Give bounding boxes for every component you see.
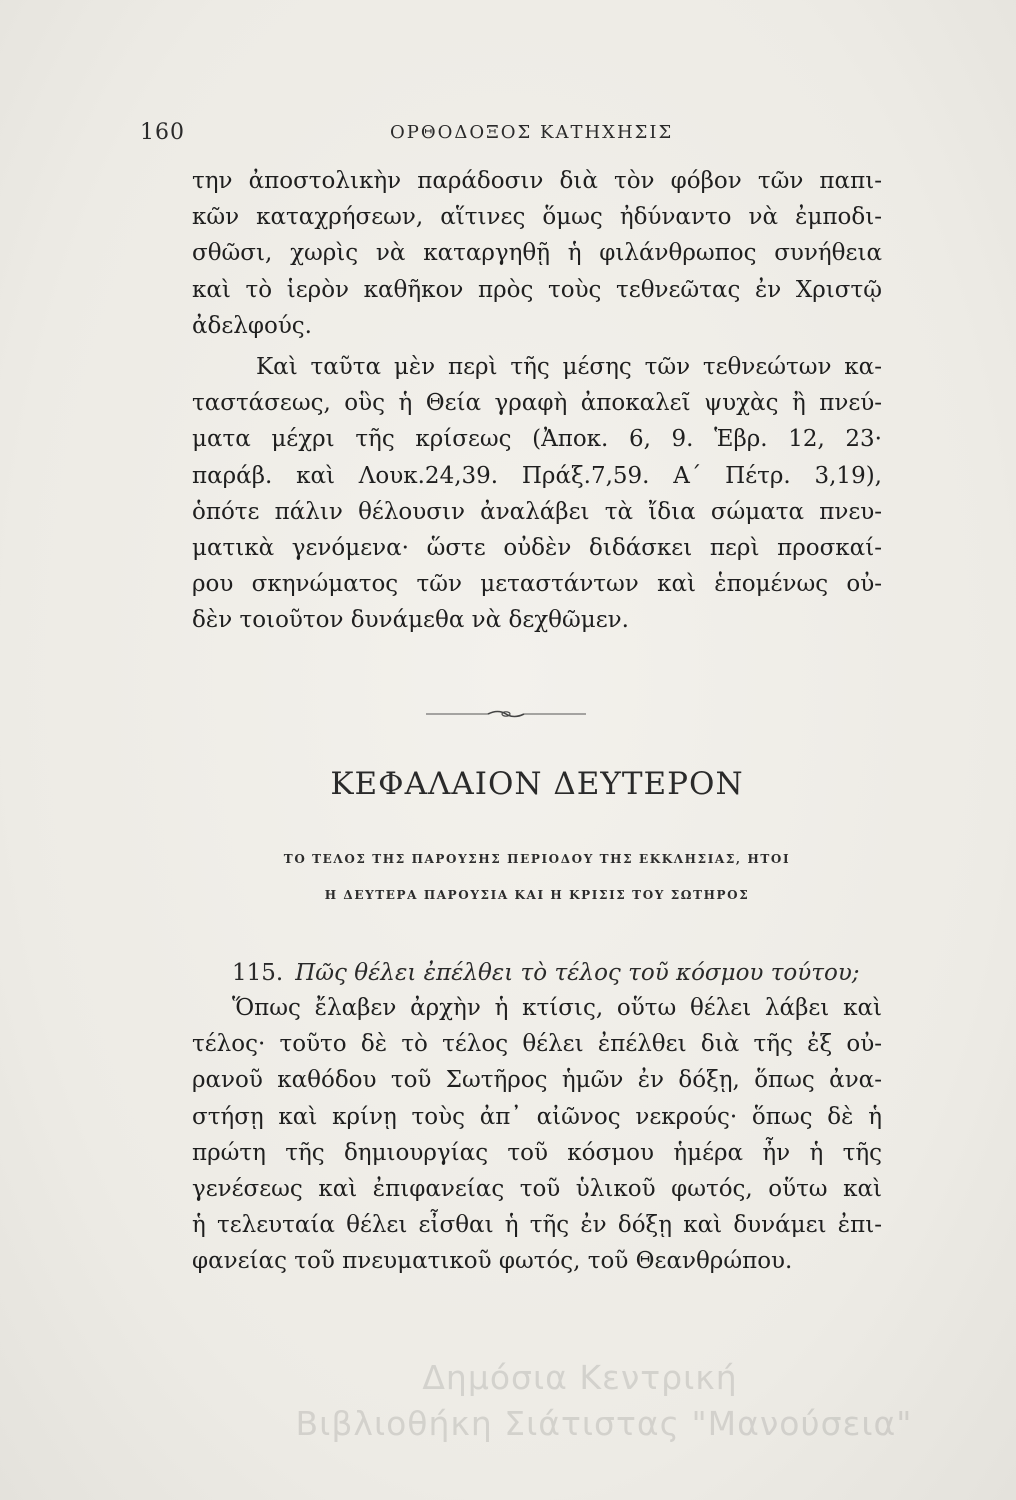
text-line: ρανοῦ καθόδου τοῦ Σωτῆρος ἡμῶν ἐν δόξῃ, ὅπως ἀνα- [192, 1067, 882, 1094]
chapter-subtitle-line-1: ΤΟ ΤΕΛΟΣ ΤΗΣ ΠΑΡΟΥΣΗΣ ΠΕΡΙΟΔΟΥ ΤΗΣ ΕΚΚΛΗΣΙΑΣ, ΗΤΟΙ [283, 852, 791, 866]
library-watermark-line-1: Δημόσια Κεντρική [422, 1358, 738, 1397]
paragraph-2 [192, 349, 882, 639]
text-line: ματα μέχρι τῆς κρίσεως (Ἀποκ. 6, 9. Ἑβρ. 12, 23· [192, 426, 882, 453]
answer-paragraph [192, 990, 882, 1280]
text-line: πρώτη τῆς δημιουργίας τοῦ κόσμου ἡμέρα ἦν ἡ τῆς [192, 1139, 882, 1166]
text-line: φανείας τοῦ πνευματικοῦ φωτός, τοῦ Θεανθρώπου. [192, 1248, 793, 1275]
running-head: ΟΡΘΟΔΟΞΟΣ ΚΑΤΗΧΗΣΙΣ [390, 122, 674, 143]
text-line: Καὶ ταῦτα μὲν περὶ τῆς μέσης τῶν τεθνεώτων κα- [256, 354, 882, 380]
chapter-title: ΚΕΦΑΛΑΙΟΝ ΔΕΥΤΕΡΟΝ [330, 766, 744, 802]
text-line: δὲν τοιοῦτον δυνάμεθα νὰ δεχθῶμεν. [192, 607, 629, 634]
page-header [140, 120, 870, 150]
text-line: γενέσεως καὶ ἐπιφανείας τοῦ ὑλικοῦ φωτός, οὕτω καὶ [192, 1176, 882, 1203]
text-line: παράβ. καὶ Λουκ.24,39. Πράξ.7,59. Α´ Πέτρ. 3,19), [192, 462, 882, 489]
ornament-divider [426, 708, 586, 720]
chapter-subtitle-line-2: Η ΔΕΥΤΕΡΑ ΠΑΡΟΥΣΙΑ ΚΑΙ Η ΚΡΙΣΙΣ ΤΟΥ ΣΩΤΗΡΟΣ [324, 888, 750, 902]
question [232, 960, 882, 986]
page-number: 160 [140, 120, 185, 145]
library-watermark-line-2: Βιβλιοθήκη Σιάτιστας "Μανούσεια" [295, 1404, 913, 1443]
question-text: Πῶς θέλει ἐπέλθει τὸ τέλος τοῦ κόσμου τούτου; [295, 960, 860, 986]
text-line: ἡ τελευταία θέλει εἶσθαι ἡ τῆς ἐν δόξῃ καὶ δυνάμει ἐπι- [192, 1212, 882, 1239]
text-line: στήσῃ καὶ κρίνῃ τοὺς ἀπ᾽ αἰῶνος νεκρούς· ὅπως δὲ ἡ [192, 1103, 882, 1130]
text-line: ταστάσεως, οὓς ἡ Θεία γραφὴ ἀποκαλεῖ ψυχὰς ἢ πνεύ- [192, 390, 882, 417]
paragraph-1 [192, 163, 882, 344]
text-line: τέλος· τοῦτο δὲ τὸ τέλος θέλει ἐπέλθει διὰ τῆς ἐξ οὐ- [192, 1031, 882, 1058]
text-line: ἀδελφούς. [192, 312, 312, 339]
text-line: ρου σκηνώματος τῶν μεταστάντων καὶ ἑπομένως οὐ- [192, 571, 882, 598]
text-line: σθῶσι, χωρὶς νὰ καταργηθῇ ἡ φιλάνθρωπος συνήθεια [192, 240, 882, 267]
text-line: ὁπότε πάλιν θέλουσιν ἀναλάβει τὰ ἴδια σώματα πνευ- [192, 498, 882, 525]
text-line: κῶν καταχρήσεων, αἵτινες ὅμως ἠδύναντο νὰ ἐμποδι- [192, 204, 882, 231]
text-line: ματικὰ γενόμενα· ὥστε οὐδὲν διδάσκει περὶ προσκαί- [192, 535, 882, 562]
text-line: Ὅπως ἔλαβεν ἀρχὴν ἡ κτίσις, οὕτω θέλει λάβει καὶ [232, 995, 882, 1021]
question-number: 115. [232, 960, 284, 986]
text-line: καὶ τὸ ἱερὸν καθῆκον πρὸς τοὺς τεθνεῶτας ἐν Χριστῷ [192, 276, 882, 303]
text-line: την ἀποστολικὴν παράδοσιν διὰ τὸν φόβον τῶν παπι- [192, 168, 882, 194]
